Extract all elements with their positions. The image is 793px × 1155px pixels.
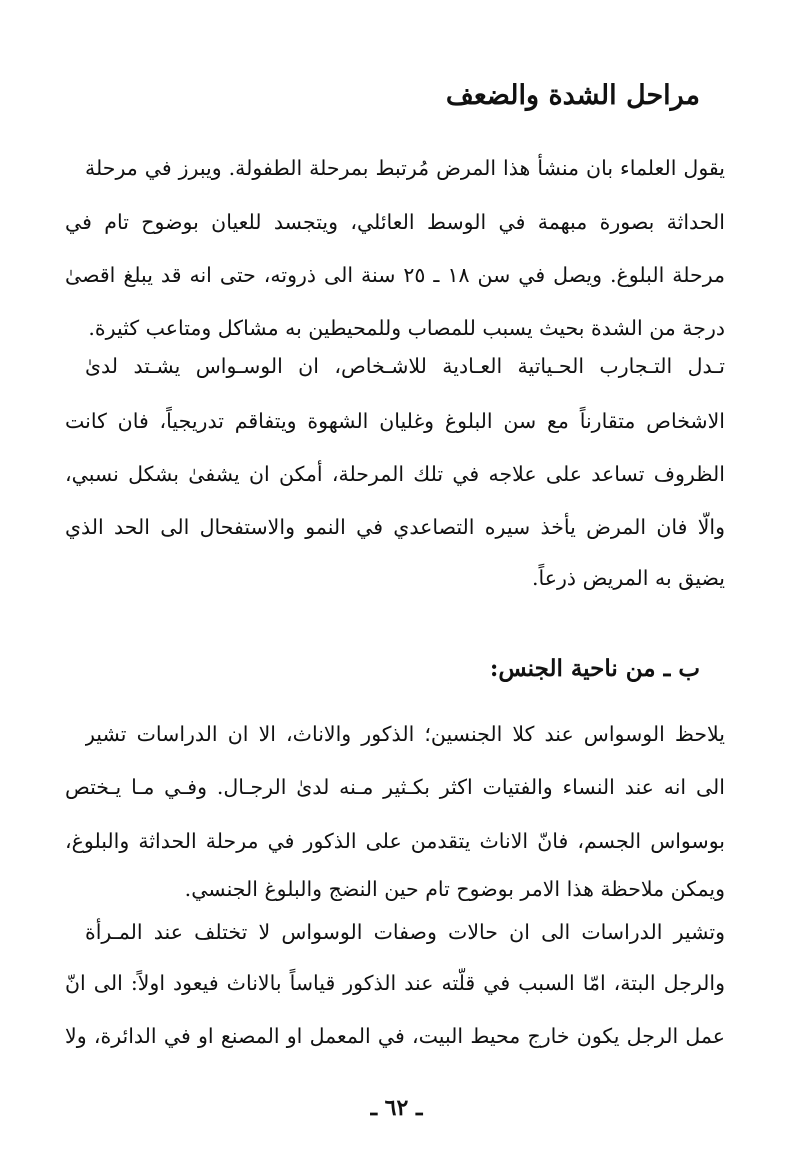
- paragraph-line: يضيق به المريض ذرعاً.: [532, 566, 725, 590]
- paragraph-line: والّا فان المرض يأخذ سيره التصاعدي في النمو والاستفحال الى الحد الذي: [65, 515, 725, 539]
- paragraph-line: يقول العلماء بان منشأ هذا المرض مُرتبط بمرحلة الطفولة. ويبرز في مرحلة: [85, 156, 725, 180]
- paragraph-line: تـدل التـجارب الحـياتية العـادية للاشـخاص، ان الوسـواس يشـتد لدىٰ: [85, 354, 725, 378]
- paragraph-line: الحداثة بصورة مبهمة في الوسط العائلي، ويتجسد للعيان بوضوح تام في: [65, 210, 725, 234]
- paragraph-line: مرحلة البلوغ. ويصل في سن ١٨ ـ ٢٥ سنة الى ذروته، حتى انه قد يبلغ اقصىٰ: [65, 263, 725, 287]
- paragraph-line: يلاحظ الوسواس عند كلا الجنسين؛ الذكور والاناث، الا ان الدراسات تشير: [85, 722, 725, 746]
- page-number: ـ ٦٢ ـ: [370, 1095, 423, 1121]
- paragraph-line: الى انه عند النساء والفتيات اكثر بكـثير مـنه لدىٰ الرجـال. وفـي مـا يـختص: [65, 775, 725, 799]
- paragraph-line: الظروف تساعد على علاجه في تلك المرحلة، أمكن ان يشفىٰ بشكل نسبي،: [65, 462, 725, 486]
- paragraph-line: والرجل البتة، امّا السبب في قلّته عند الذكور قياساً بالاناث فيعود اولاً: الى انّ: [65, 971, 725, 995]
- paragraph-line: الاشخاص متقارناً مع سن البلوغ وغليان الشهوة ويتفاقم تدريجياً، فان كانت: [65, 409, 725, 433]
- paragraph-line: درجة من الشدة بحيث يسبب للمصاب وللمحيطين به مشاكل ومتاعب كثيرة.: [88, 316, 725, 340]
- paragraph-line: بوسواس الجسم، فانّ الاناث يتقدمن على الذكور في مرحلة الحداثة والبلوغ،: [65, 829, 725, 853]
- section-heading: مراحل الشدة والضعف: [445, 80, 700, 111]
- paragraph-line: وتشير الدراسات الى ان حالات وصفات الوسواس لا تختلف عند المـرأة: [85, 920, 725, 944]
- paragraph-line: ويمكن ملاحظة هذا الامر بوضوح تام حين النضج والبلوغ الجنسي.: [184, 877, 725, 901]
- subsection-heading: ب ـ من ناحية الجنس:: [489, 655, 700, 682]
- paragraph-line: عمل الرجل يكون خارج محيط البيت، في المعمل او المصنع او في الدائرة، ولا: [65, 1024, 725, 1048]
